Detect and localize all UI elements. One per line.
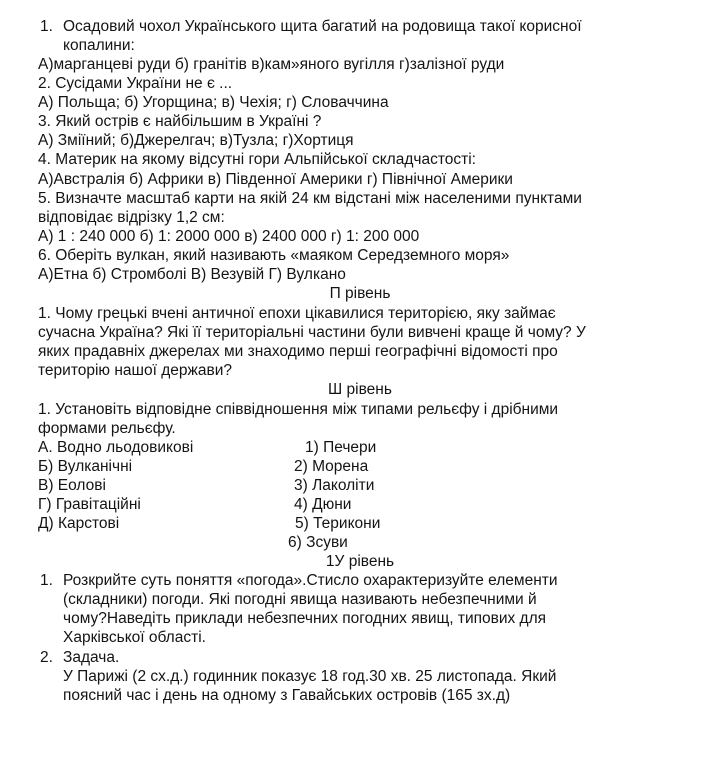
question-2-text: 2. Сусідами України не є ... <box>38 75 233 92</box>
relief-type-a: А. Водно льодовикові <box>38 439 194 456</box>
question-1-text-line2: копалини: <box>63 37 135 54</box>
question-1-answers: А)марганцеві руди б) гранітів в)кам»яного вугілля г)залізної руди <box>38 56 505 73</box>
landform-4: 4) Дюни <box>294 496 352 513</box>
level-4-item-2-number: 2. <box>40 649 53 666</box>
question-6-answers: А)Етна б) Стромболі В) Везувій Г) Вулкано <box>38 266 346 283</box>
level-3-heading: Ш рівень <box>328 381 392 398</box>
level-4-heading: 1У рівень <box>325 553 395 570</box>
level-4-item-2-title: Задача. <box>63 649 120 666</box>
level-2-question-line3: яких прадавніх джерелах ми знаходимо перші географічні відомості про <box>38 343 558 360</box>
level-2-question-line2: сучасна Україна? Які її територіальні частини були вивчені краще й чому? У <box>38 324 586 341</box>
level-2-heading: П рівень <box>329 285 391 302</box>
level-4-item-1-line3: чому?Наведіть приклади небезпечних погодних явищ, типових для <box>63 610 547 627</box>
question-4-answers: А)Австралія б) Африки в) Південної Америки г) Північної Америки <box>38 171 513 188</box>
question-5-text-line1: 5. Визначте масштаб карти на якій 24 км відстані між населеними пунктами <box>38 190 582 207</box>
relief-type-b: Б) Вулканічні <box>38 458 133 475</box>
level-4-item-1-number: 1. <box>40 572 53 589</box>
landform-3: 3) Лаколіти <box>294 477 375 494</box>
level-4-item-2-line2: поясний час і день на одному з Гавайських островів (165 зх.д) <box>63 687 511 704</box>
question-6-text: 6. Оберіть вулкан, який називають «маяком Середземного моря» <box>38 247 510 264</box>
landform-6: 6) Зсуви <box>288 534 348 551</box>
level-3-question-line2: формами рельєфу. <box>38 420 176 437</box>
level-4-item-1-line2: (складники) погоди. Які погодні явища називають небезпечними й <box>63 591 537 608</box>
level-4-item-1-line1: Розкрийте суть поняття «погода».Стисло охарактеризуйте елементи <box>63 572 558 589</box>
level-4-item-1-line4: Харківської області. <box>63 629 206 646</box>
relief-type-v: В) Еолові <box>38 477 106 494</box>
level-2-question-line1: 1. Чому грецькі вчені античної епохи цікавилися територією, яку займає <box>38 305 556 322</box>
landform-2: 2) Морена <box>294 458 369 475</box>
question-5-answers: А) 1 : 240 000 б) 1: 2000 000 в) 2400 000 г) 1: 200 000 <box>38 228 420 245</box>
relief-type-g: Г) Гравітаційні <box>38 496 141 513</box>
relief-type-d: Д) Карстові <box>38 515 120 532</box>
landform-5: 5) Терикони <box>295 515 381 532</box>
level-2-question-line4: територію нашої держави? <box>38 362 232 379</box>
level-4-item-2-line1: У Парижі (2 сх.д.) годинник показує 18 год.30 хв. 25 листопада. Який <box>63 668 557 685</box>
question-5-text-line2: відповідає відрізку 1,2 см: <box>38 209 225 226</box>
landform-1: 1) Печери <box>305 439 377 456</box>
question-2-answers: А) Польща; б) Угорщина; в) Чехія; г) Словаччина <box>38 94 389 111</box>
question-3-text: 3. Який острів є найбільшим в Україні ? <box>38 113 322 130</box>
level-3-question-line1: 1. Установіть відповідне співвідношення між типами рельєфу і дрібними <box>38 401 559 418</box>
question-4-text: 4. Материк на якому відсутні гори Альпійської складчастості: <box>38 151 476 168</box>
question-3-answers: А) Зміїний; б)Джерелгач; в)Тузла; г)Хортиця <box>38 132 354 149</box>
question-1-text-line1: Осадовий чохол Українського щита багатий на родовища такої корисної <box>63 18 582 35</box>
question-1-number: 1. <box>40 18 53 35</box>
